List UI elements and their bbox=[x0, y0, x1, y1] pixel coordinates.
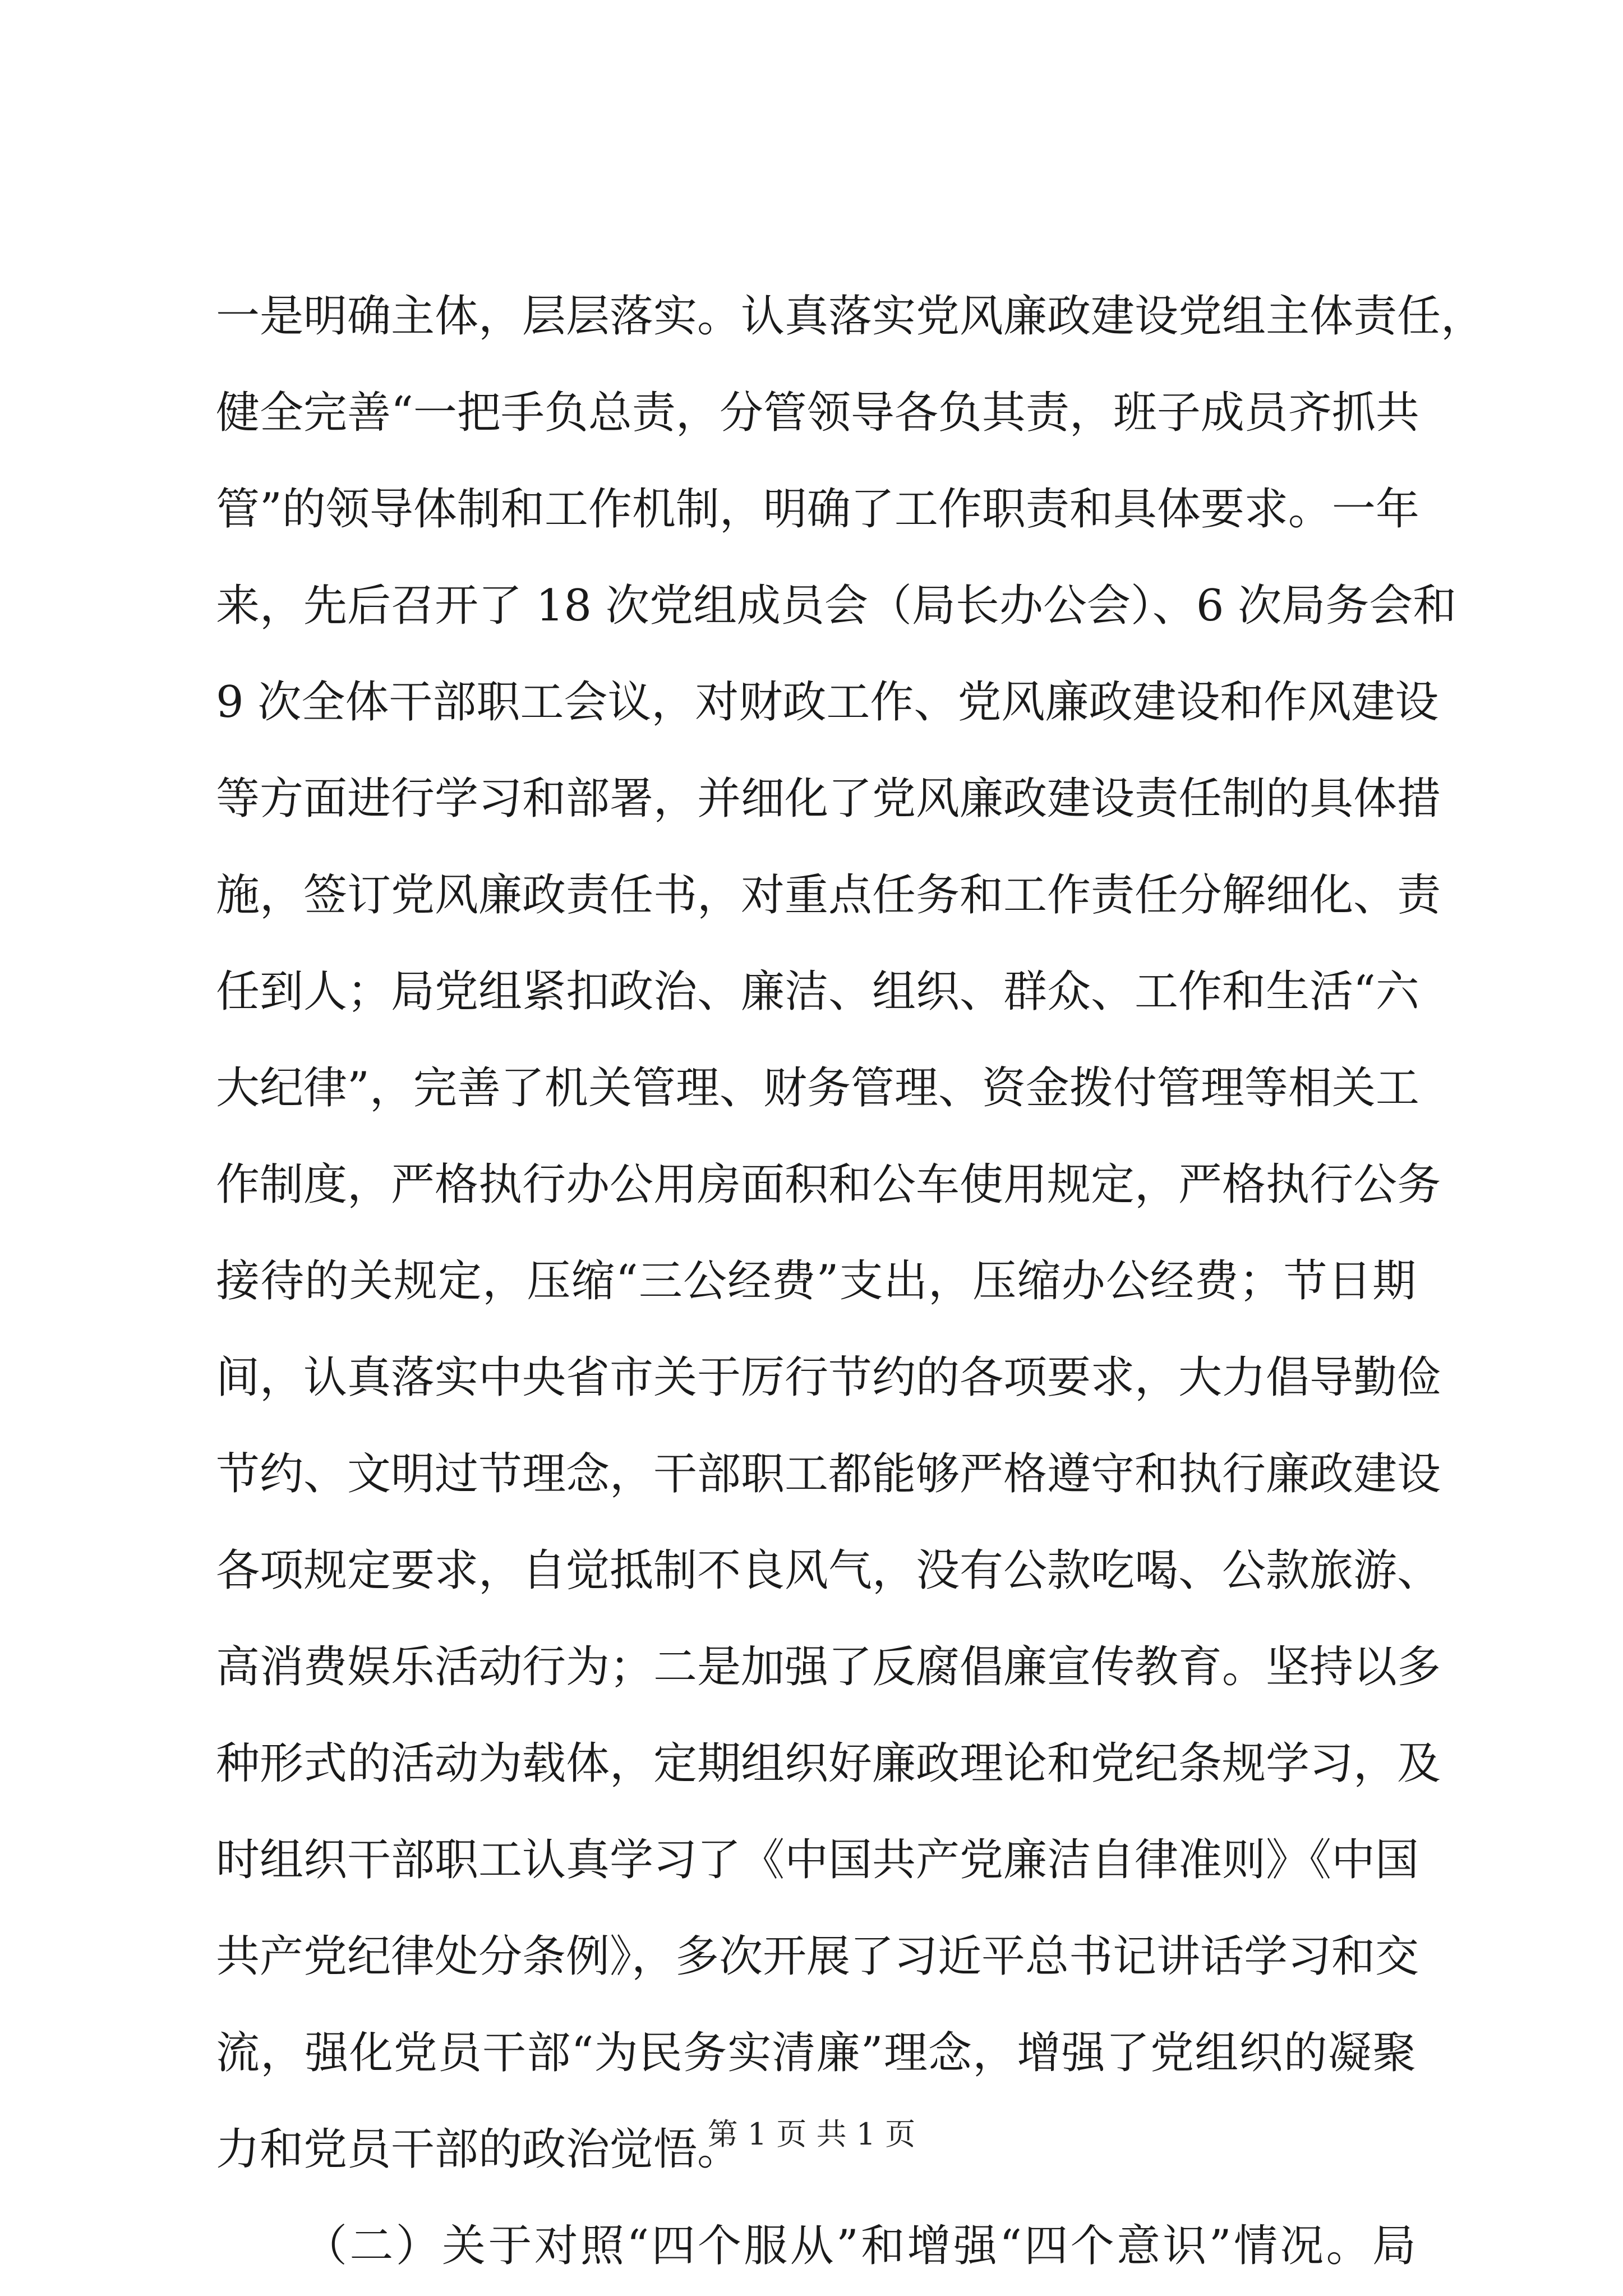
text-line: 各项规定要求，自觉抵制不良风气，没有公款吃喝、公款旅游、 bbox=[216, 1545, 1441, 1596]
text-line: 时组织干部职工认真学习了《中国共产党廉洁自律准则》《中国 bbox=[216, 1835, 1419, 1885]
section-heading-line: （二）关于对照“四个服从”和增强“四个意识”情况。局 bbox=[303, 2221, 1416, 2271]
paragraph-end-line: 力和党员干部的政治觉悟。 bbox=[216, 2124, 741, 2175]
text-line: 9 次全体干部职工会议，对财政工作、党风廉政建设和作风建设 bbox=[216, 677, 1439, 728]
page-number-footer: 第 1 页 共 1 页 bbox=[707, 2116, 916, 2152]
text-line: 健全完善“一把手负总责，分管领导各负其责，班子成员齐抓共 bbox=[216, 388, 1419, 438]
text-line: 流，强化党员干部“为民务实清廉”理念，增强了党组织的凝聚 bbox=[216, 2028, 1416, 2078]
text-line: 大纪律”，完善了机关管理、财务管理、资金拨付管理等相关工 bbox=[216, 1063, 1419, 1114]
text-line: 种形式的活动为载体，定期组织好廉政理论和党纪条规学习，及 bbox=[216, 1738, 1441, 1789]
text-line: 接待的关规定，压缩“三公经费”支出，压缩办公经费；节日期 bbox=[216, 1256, 1416, 1306]
text-line: 等方面进行学习和部署，并细化了党风廉政建设责任制的具体措 bbox=[216, 774, 1441, 824]
text-line: 管”的领导体制和工作机制，明确了工作职责和具体要求。一年 bbox=[216, 484, 1419, 535]
text-line: 任到人；局党组紧扣政治、廉洁、组织、群众、工作和生活“六 bbox=[216, 967, 1419, 1017]
body-text bbox=[216, 268, 1485, 2294]
text-line: 间，认真落实中央省市关于厉行节约的各项要求，大力倡导勤俭 bbox=[216, 1352, 1441, 1403]
text-line: 共产党纪律处分条例》，多次开展了习近平总书记讲话学习和交 bbox=[216, 1931, 1419, 1982]
text-line: 施，签订党风廉政责任书，对重点任务和工作责任分解细化、责 bbox=[216, 870, 1441, 921]
text-line: 高消费娱乐活动行为；二是加强了反腐倡廉宣传教育。坚持以多 bbox=[216, 1642, 1441, 1692]
text-line: 一是明确主体，层层落实。认真落实党风廉政建设党组主体责任， bbox=[216, 291, 1485, 342]
text-line: 来，先后召开了 18 次党组成员会（局长办公会）、6 次局务会和 bbox=[216, 581, 1457, 631]
text-line: 作制度，严格执行办公用房面积和公车使用规定，严格执行公务 bbox=[216, 1159, 1441, 1210]
text-line: 节约、文明过节理念，干部职工都能够严格遵守和执行廉政建设 bbox=[216, 1449, 1441, 1499]
